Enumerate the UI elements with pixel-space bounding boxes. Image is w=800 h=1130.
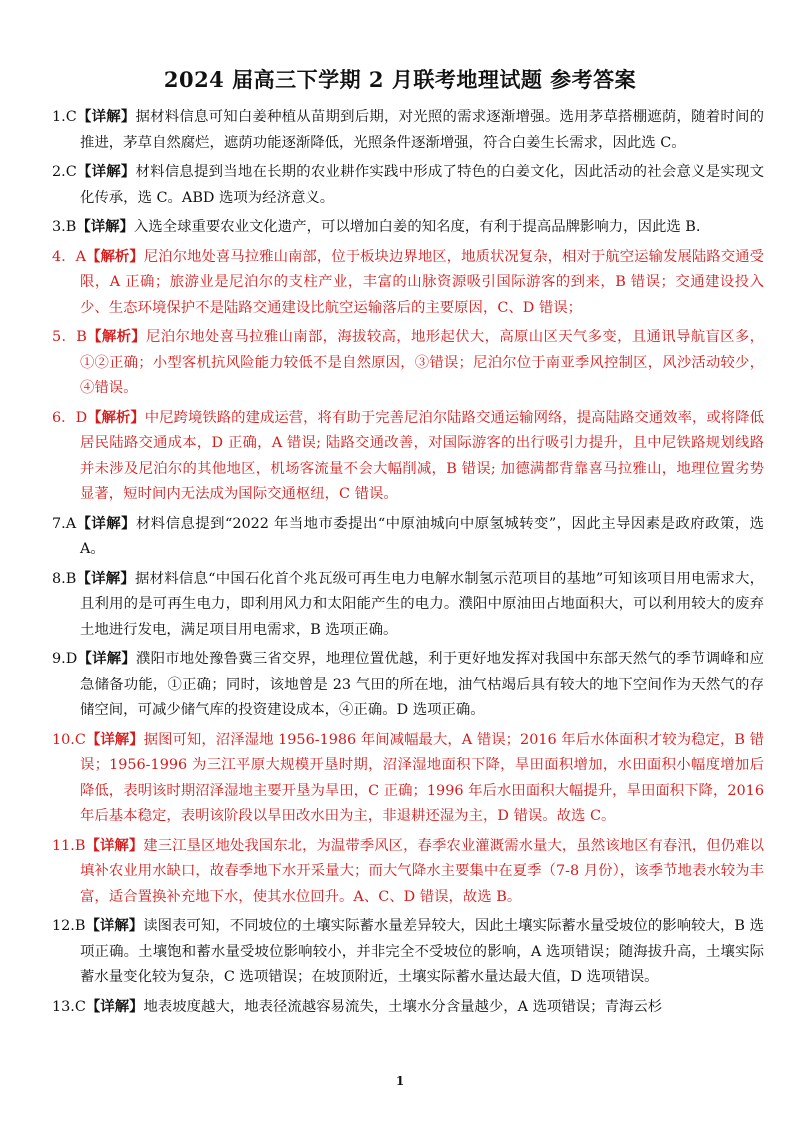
answer-tag: 【详解】 bbox=[77, 650, 136, 667]
answer-number: 13.C bbox=[52, 998, 86, 1015]
answer-item-11 bbox=[52, 833, 764, 911]
answer-list bbox=[52, 104, 764, 1023]
answer-tag: 【详解】 bbox=[85, 836, 144, 854]
answer-item-13 bbox=[52, 994, 764, 1021]
answer-tag: 【详解】 bbox=[76, 108, 136, 125]
answer-number: 8.B bbox=[52, 570, 77, 587]
answer-text: 材料信息提到“2022 年当地市委提出“中原油城向中原氢城转变”，因此主导因素是政府政策，选 A。 bbox=[80, 515, 764, 557]
answer-item-12 bbox=[52, 913, 764, 991]
answer-number: 11.B bbox=[52, 837, 86, 854]
answer-text: 地表坡度越大，地表径流越容易流失，土壤水分含量越少，A 选项错误；青海云杉 bbox=[143, 998, 663, 1015]
answer-text: 中尼跨境铁路的建成运营，将有助于完善尼泊尔陆路交通运输网络，提高陆路交通效率，或将降低居民陆路交通成本，D 正确，A 错误; 陆路交通改善，对国际游客的出行吸引力提升，且中尼铁路规划线路并未涉及尼泊尔的其他地区，机场客流量不会大幅削减，B 错误; 加德满都背靠喜马拉雅山，地理位置劣势显著，短时间内无法成为国际交通枢纽，C 错误。 bbox=[80, 409, 764, 502]
answer-text: 尼泊尔地处喜马拉雅山南部，海拔较高，地形起伏大，高原山区天气多变，且通讯导航盲区多，①②正确；小型客机抗风险能力较低不是自然原因，③错误；尼泊尔位于南亚季风控制区，风沙活动较少，④错误。 bbox=[80, 329, 764, 396]
answer-item-7 bbox=[52, 511, 764, 563]
answer-number: 2.C bbox=[52, 164, 77, 180]
answer-tag: 【解析】 bbox=[86, 247, 144, 265]
answer-tag: 【详解】 bbox=[85, 917, 144, 934]
answer-tag: 【详解】 bbox=[76, 218, 134, 235]
answer-text: 建三江垦区地处我国东北，为温带季风区，春季农业灌溉需水量大，虽然该地区有春汛，但仍难以填补农业用水缺口，故春季地下水开采量大；而大气降水主要集中在夏季（7-8 月份），该季节地表水较为丰富，适合置换补充地下水，使其水位回升。A、C、D 错误，故选 B。 bbox=[80, 837, 764, 905]
answer-text: 据图可知，沼泽湿地 1956-1986 年间减幅最大，A 错误；2016 年后水体面积才较为稳定，B 错误；1956-1996 为三江平原大规模开垦时期，沼泽湿地面积下降，旱田面积增加，水田面积小幅度增加后降低，表明该时期沼泽湿地主要开垦为旱田，C 正确；1996 年后水田面积大幅提升，旱田面积下降，2016 年后基本稳定，表明该阶段以旱田改水田为主，非退耕还湿为主，D 错误。故选 C。 bbox=[80, 731, 764, 824]
answer-item-1 bbox=[52, 104, 764, 156]
answer-number: 4．A bbox=[52, 248, 87, 265]
answer-number: 12.B bbox=[52, 918, 86, 934]
answer-text: 据材料信息“中国石化首个兆瓦级可再生电力电解水制氢示范项目的基地”可知该项目用电需求大，且利用的是可再生电力，即利用风力和太阳能产生的电力。濮阳中原油田占地面积大，可以利用较大的废弃土地进行发电，满足项目用电需求，B 选项正确。 bbox=[80, 570, 764, 638]
page-title: 2024 届高三下学期 2 月联考地理试题 参考答案 bbox=[163, 67, 637, 92]
answer-text: 据材料信息可知白姜种植从苗期到后期，对光照的需求逐渐增强。选用茅草搭棚遮荫，随着时间的推进，茅草自然腐烂，遮荫功能逐渐降低，光照条件逐渐增强，符合白姜生长需求，因此选 C。 bbox=[80, 109, 764, 151]
answer-number: 3.B bbox=[52, 219, 77, 235]
answer-item-4 bbox=[52, 244, 764, 322]
answer-item-2 bbox=[52, 159, 764, 211]
answer-item-6 bbox=[52, 405, 764, 508]
answer-number: 10.C bbox=[52, 731, 86, 748]
answer-tag: 【详解】 bbox=[76, 569, 136, 587]
answer-number: 1.C bbox=[52, 109, 77, 125]
answer-tag: 【解析】 bbox=[86, 328, 147, 345]
answer-number: 9.D bbox=[52, 651, 78, 667]
answer-item-9 bbox=[52, 646, 764, 724]
answer-item-10 bbox=[52, 727, 764, 830]
answer-text: 尼泊尔地处喜马拉雅山南部，位于板块边界地区，地质状况复杂，相对于航空运输发展陆路交通受限，A 正确；旅游业是尼泊尔的支柱产业，丰富的山脉资源吸引国际游客的到来，B 错误；交通建设投入少、生态环境保护不是陆路交通建设比航空运输落后的主要原因，C、D 错误； bbox=[80, 248, 764, 316]
answer-item-5 bbox=[52, 324, 764, 402]
answer-text: 材料信息提到当地在长期的农业耕作实践中形成了特色的白姜文化，因此活动的社会意义是实现文化传承，选 C。ABD 选项为经济意义。 bbox=[80, 164, 764, 206]
answer-number: 5．B bbox=[52, 329, 87, 345]
answer-item-8 bbox=[52, 566, 764, 644]
answer-number: 6．D bbox=[52, 409, 88, 426]
answer-tag: 【详解】 bbox=[85, 997, 144, 1015]
answer-number: 7.A bbox=[52, 515, 77, 532]
page-number: 1 bbox=[395, 1074, 405, 1088]
answer-item-3 bbox=[52, 214, 764, 241]
answer-tag: 【解析】 bbox=[87, 408, 145, 426]
answer-tag: 【详解】 bbox=[76, 514, 136, 532]
answer-text: 读图表可知，不同坡位的土壤实际蓄水量差异较大，因此土壤实际蓄水量受坡位的影响较大，B 选项正确。土壤饱和蓄水量受坡位影响较小，并非完全不受坡位的影响，A 选项错误；随海拔升高，土壤实际蓄水量变化较为复杂，C 选项错误；在坡顶附近，土壤实际蓄水量达最大值，D 选项错误。 bbox=[80, 918, 764, 985]
answer-text: 濮阳市地处豫鲁冀三省交界，地理位置优越，利于更好地发挥对我国中东部天然气的季节调峰和应急储备功能，①正确；同时，该地曾是 23 气田的所在地，油气枯竭后具有较大的地下空间作为天然气的存储空间，可减少储气库的投资建设成本，④正确。D 选项正确。 bbox=[80, 651, 764, 718]
answer-tag: 【详解】 bbox=[85, 730, 144, 748]
answer-text: 入选全球重要农业文化遗产，可以增加白姜的知名度，有利于提高品牌影响力，因此选 B. bbox=[133, 219, 701, 235]
answer-tag: 【详解】 bbox=[76, 163, 136, 180]
